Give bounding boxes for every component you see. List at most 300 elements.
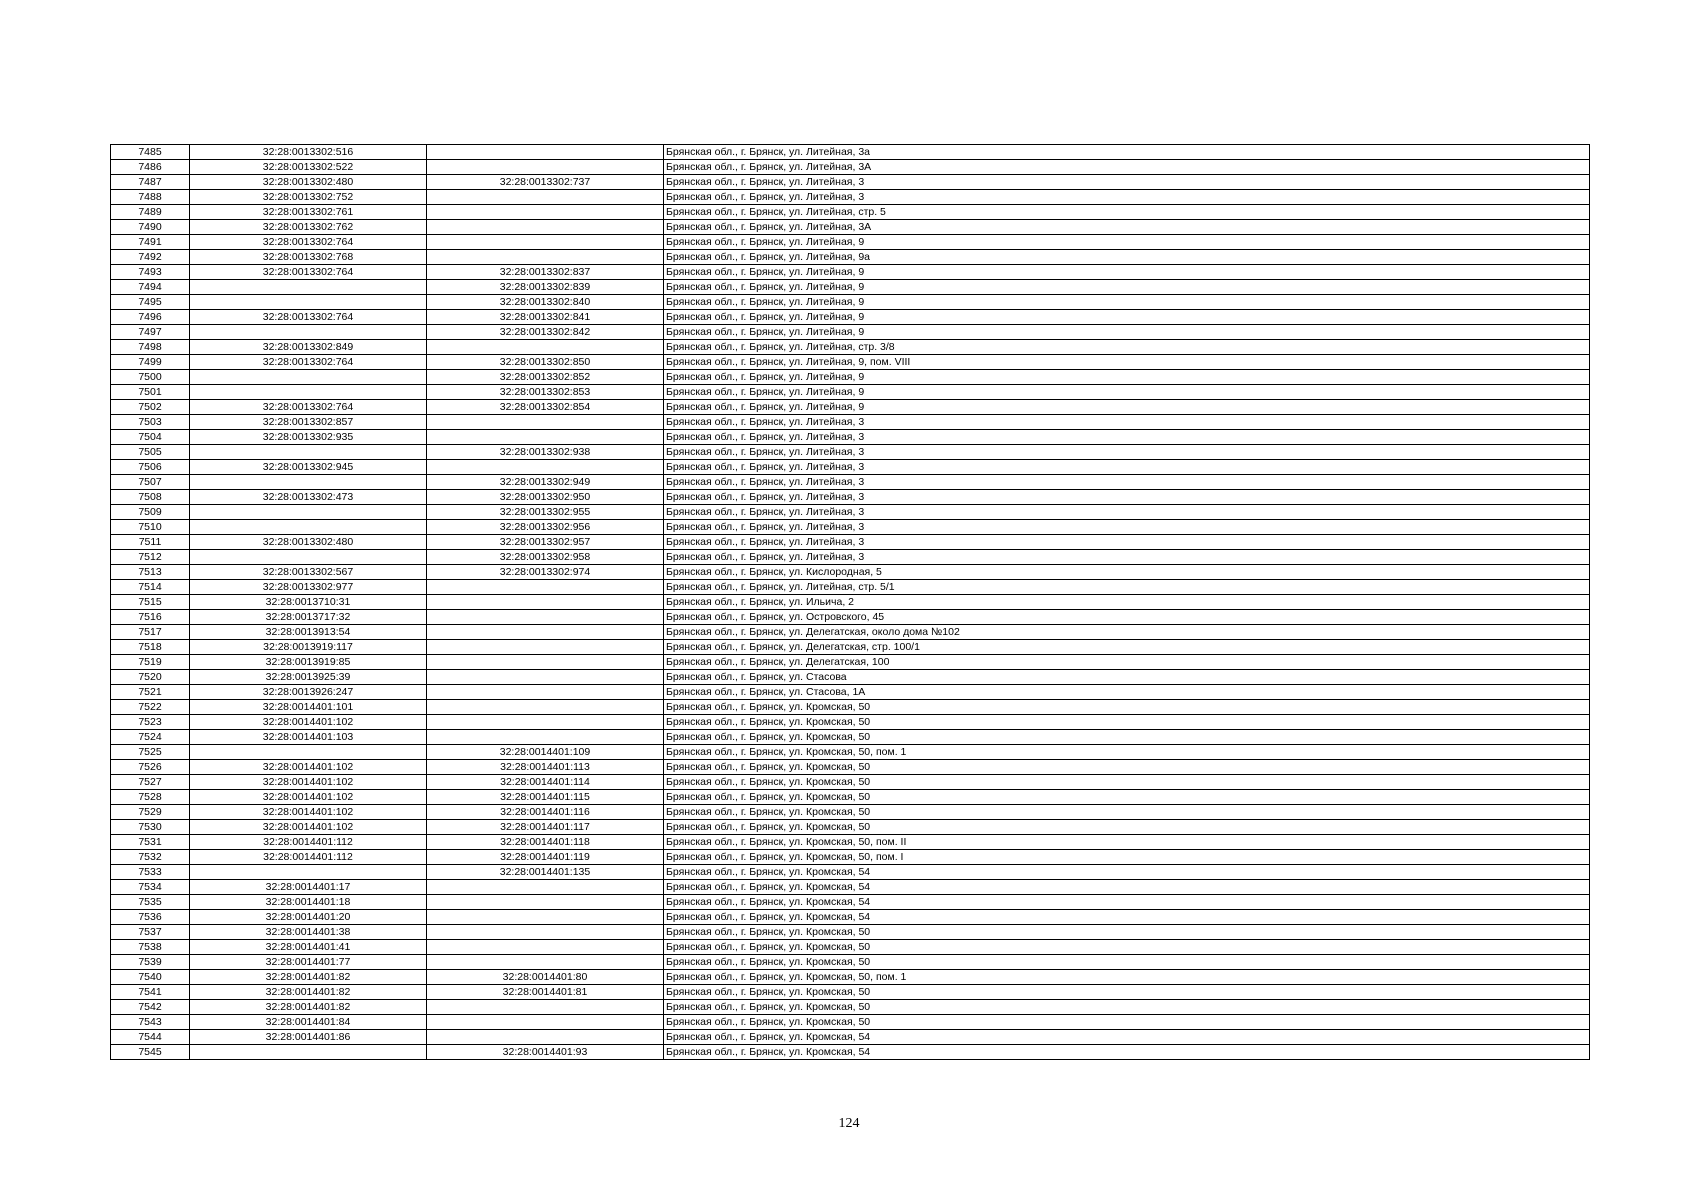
row-number-cell: 7517 (111, 625, 190, 640)
table-row (111, 1000, 1590, 1015)
object-cadastral-number-cell: 32:28:0013302:854 (427, 400, 664, 415)
object-cadastral-number-cell (427, 610, 664, 625)
object-cadastral-number-cell (427, 955, 664, 970)
address-cell: Брянская обл., г. Брянск, ул. Литейная, 3 (664, 490, 1590, 505)
address-cell: Брянская обл., г. Брянск, ул. Кромская, 50, пом. 1 (664, 745, 1590, 760)
address-cell: Брянская обл., г. Брянск, ул. Стасова, 1А (664, 685, 1590, 700)
land-cadastral-number-cell: 32:28:0014401:20 (190, 910, 427, 925)
land-cadastral-number-cell: 32:28:0014401:102 (190, 820, 427, 835)
row-number-cell: 7520 (111, 670, 190, 685)
row-number-cell: 7485 (111, 145, 190, 160)
address-cell: Брянская обл., г. Брянск, ул. Кромская, 54 (664, 1030, 1590, 1045)
table-row (111, 955, 1590, 970)
row-number-cell: 7535 (111, 895, 190, 910)
page-number: 124 (838, 1116, 860, 1131)
table-row (111, 610, 1590, 625)
address-cell: Брянская обл., г. Брянск, ул. Кромская, 50 (664, 790, 1590, 805)
object-cadastral-number-cell: 32:28:0013302:842 (427, 325, 664, 340)
address-cell: Брянская обл., г. Брянск, ул. Литейная, стр. 5/1 (664, 580, 1590, 595)
table-row (111, 325, 1590, 340)
table-row (111, 220, 1590, 235)
table-row (111, 880, 1590, 895)
address-cell: Брянская обл., г. Брянск, ул. Литейная, 3 (664, 475, 1590, 490)
address-cell: Брянская обл., г. Брянск, ул. Кромская, 50 (664, 1015, 1590, 1030)
table-row (111, 715, 1590, 730)
table-row (111, 175, 1590, 190)
table-row (111, 385, 1590, 400)
land-cadastral-number-cell (190, 865, 427, 880)
object-cadastral-number-cell: 32:28:0014401:135 (427, 865, 664, 880)
object-cadastral-number-cell (427, 1000, 664, 1015)
table-row (111, 160, 1590, 175)
address-cell: Брянская обл., г. Брянск, ул. Островского, 45 (664, 610, 1590, 625)
land-cadastral-number-cell (190, 325, 427, 340)
address-cell: Брянская обл., г. Брянск, ул. Литейная, 3 (664, 190, 1590, 205)
address-cell: Брянская обл., г. Брянск, ул. Литейная, 3 (664, 460, 1590, 475)
land-cadastral-number-cell: 32:28:0014401:102 (190, 805, 427, 820)
land-cadastral-number-cell: 32:28:0013302:752 (190, 190, 427, 205)
object-cadastral-number-cell: 32:28:0013302:737 (427, 175, 664, 190)
row-number-cell: 7489 (111, 205, 190, 220)
land-cadastral-number-cell: 32:28:0014401:17 (190, 880, 427, 895)
land-cadastral-number-cell: 32:28:0013926:247 (190, 685, 427, 700)
row-number-cell: 7530 (111, 820, 190, 835)
address-cell: Брянская обл., г. Брянск, ул. Кромская, 54 (664, 865, 1590, 880)
land-cadastral-number-cell (190, 550, 427, 565)
object-cadastral-number-cell (427, 940, 664, 955)
address-cell: Брянская обл., г. Брянск, ул. Делегатская, 100 (664, 655, 1590, 670)
table-row (111, 655, 1590, 670)
address-cell: Брянская обл., г. Брянск, ул. Литейная, 3 (664, 430, 1590, 445)
row-number-cell: 7527 (111, 775, 190, 790)
address-cell: Брянская обл., г. Брянск, ул. Кромская, 54 (664, 880, 1590, 895)
object-cadastral-number-cell: 32:28:0013302:853 (427, 385, 664, 400)
address-cell: Брянская обл., г. Брянск, ул. Литейная, 9 (664, 370, 1590, 385)
land-cadastral-number-cell: 32:28:0013302:764 (190, 235, 427, 250)
land-cadastral-number-cell: 32:28:0014401:112 (190, 835, 427, 850)
row-number-cell: 7537 (111, 925, 190, 940)
object-cadastral-number-cell: 32:28:0013302:950 (427, 490, 664, 505)
address-cell: Брянская обл., г. Брянск, ул. Литейная, стр. 3/8 (664, 340, 1590, 355)
object-cadastral-number-cell: 32:28:0014401:118 (427, 835, 664, 850)
land-cadastral-number-cell: 32:28:0014401:102 (190, 760, 427, 775)
object-cadastral-number-cell (427, 235, 664, 250)
object-cadastral-number-cell: 32:28:0013302:949 (427, 475, 664, 490)
object-cadastral-number-cell (427, 730, 664, 745)
object-cadastral-number-cell (427, 205, 664, 220)
land-cadastral-number-cell: 32:28:0013302:977 (190, 580, 427, 595)
address-cell: Брянская обл., г. Брянск, ул. Литейная, 3а (664, 145, 1590, 160)
address-cell: Брянская обл., г. Брянск, ул. Кромская, 54 (664, 895, 1590, 910)
object-cadastral-number-cell (427, 595, 664, 610)
land-cadastral-number-cell: 32:28:0013302:857 (190, 415, 427, 430)
table-row (111, 970, 1590, 985)
land-cadastral-number-cell: 32:28:0013302:935 (190, 430, 427, 445)
address-cell: Брянская обл., г. Брянск, ул. Кромская, 50 (664, 1000, 1590, 1015)
land-cadastral-number-cell: 32:28:0014401:103 (190, 730, 427, 745)
land-cadastral-number-cell: 32:28:0014401:82 (190, 1000, 427, 1015)
address-cell: Брянская обл., г. Брянск, ул. Литейная, 3 (664, 175, 1590, 190)
address-cell: Брянская обл., г. Брянск, ул. Литейная, 9 (664, 385, 1590, 400)
address-cell: Брянская обл., г. Брянск, ул. Литейная, 9 (664, 310, 1590, 325)
address-cell: Брянская обл., г. Брянск, ул. Литейная, 3 (664, 505, 1590, 520)
object-cadastral-number-cell: 32:28:0014401:115 (427, 790, 664, 805)
land-cadastral-number-cell (190, 295, 427, 310)
registry-table-body (111, 145, 1590, 1060)
object-cadastral-number-cell: 32:28:0013302:837 (427, 265, 664, 280)
table-row (111, 445, 1590, 460)
row-number-cell: 7488 (111, 190, 190, 205)
land-cadastral-number-cell: 32:28:0013302:761 (190, 205, 427, 220)
table-row (111, 985, 1590, 1000)
address-cell: Брянская обл., г. Брянск, ул. Литейная, стр. 5 (664, 205, 1590, 220)
object-cadastral-number-cell (427, 625, 664, 640)
row-number-cell: 7533 (111, 865, 190, 880)
address-cell: Брянская обл., г. Брянск, ул. Кромская, 50 (664, 820, 1590, 835)
address-cell: Брянская обл., г. Брянск, ул. Литейная, 3А (664, 220, 1590, 235)
address-cell: Брянская обл., г. Брянск, ул. Кромская, 50, пом. 1 (664, 970, 1590, 985)
object-cadastral-number-cell: 32:28:0013302:841 (427, 310, 664, 325)
object-cadastral-number-cell (427, 895, 664, 910)
land-cadastral-number-cell: 32:28:0013302:480 (190, 175, 427, 190)
row-number-cell: 7519 (111, 655, 190, 670)
land-cadastral-number-cell: 32:28:0013302:849 (190, 340, 427, 355)
address-cell: Брянская обл., г. Брянск, ул. Литейная, 3 (664, 550, 1590, 565)
object-cadastral-number-cell (427, 145, 664, 160)
address-cell: Брянская обл., г. Брянск, ул. Кромская, 50 (664, 985, 1590, 1000)
table-row (111, 430, 1590, 445)
table-row (111, 1045, 1590, 1060)
row-number-cell: 7490 (111, 220, 190, 235)
row-number-cell: 7508 (111, 490, 190, 505)
row-number-cell: 7497 (111, 325, 190, 340)
row-number-cell: 7491 (111, 235, 190, 250)
land-cadastral-number-cell (190, 475, 427, 490)
table-row (111, 550, 1590, 565)
table-row (111, 235, 1590, 250)
table-row (111, 775, 1590, 790)
object-cadastral-number-cell (427, 670, 664, 685)
table-row (111, 925, 1590, 940)
object-cadastral-number-cell (427, 220, 664, 235)
object-cadastral-number-cell: 32:28:0014401:119 (427, 850, 664, 865)
table-row (111, 355, 1590, 370)
row-number-cell: 7486 (111, 160, 190, 175)
object-cadastral-number-cell (427, 700, 664, 715)
address-cell: Брянская обл., г. Брянск, ул. Кромская, 50 (664, 955, 1590, 970)
table-row (111, 865, 1590, 880)
row-number-cell: 7498 (111, 340, 190, 355)
table-row (111, 505, 1590, 520)
address-cell: Брянская обл., г. Брянск, ул. Литейная, 9 (664, 295, 1590, 310)
land-cadastral-number-cell: 32:28:0013302:764 (190, 400, 427, 415)
row-number-cell: 7528 (111, 790, 190, 805)
land-cadastral-number-cell: 32:28:0013717:32 (190, 610, 427, 625)
land-cadastral-number-cell: 32:28:0014401:102 (190, 715, 427, 730)
address-cell: Брянская обл., г. Брянск, ул. Литейная, 9 (664, 235, 1590, 250)
table-row (111, 640, 1590, 655)
row-number-cell: 7518 (111, 640, 190, 655)
table-row (111, 790, 1590, 805)
table-row (111, 280, 1590, 295)
table-row (111, 940, 1590, 955)
address-cell: Брянская обл., г. Брянск, ул. Кромская, 50 (664, 715, 1590, 730)
address-cell: Брянская обл., г. Брянск, ул. Стасова (664, 670, 1590, 685)
table-row (111, 595, 1590, 610)
land-cadastral-number-cell: 32:28:0014401:41 (190, 940, 427, 955)
address-cell: Брянская обл., г. Брянск, ул. Литейная, 9 (664, 280, 1590, 295)
land-cadastral-number-cell (190, 385, 427, 400)
object-cadastral-number-cell (427, 190, 664, 205)
object-cadastral-number-cell: 32:28:0014401:80 (427, 970, 664, 985)
table-row (111, 370, 1590, 385)
land-cadastral-number-cell: 32:28:0014401:102 (190, 790, 427, 805)
row-number-cell: 7504 (111, 430, 190, 445)
table-row (111, 295, 1590, 310)
address-cell: Брянская обл., г. Брянск, ул. Ильича, 2 (664, 595, 1590, 610)
object-cadastral-number-cell: 32:28:0014401:81 (427, 985, 664, 1000)
address-cell: Брянская обл., г. Брянск, ул. Кромская, 50 (664, 730, 1590, 745)
table-row (111, 805, 1590, 820)
land-cadastral-number-cell (190, 280, 427, 295)
row-number-cell: 7538 (111, 940, 190, 955)
row-number-cell: 7526 (111, 760, 190, 775)
row-number-cell: 7492 (111, 250, 190, 265)
land-cadastral-number-cell: 32:28:0013913:54 (190, 625, 427, 640)
row-number-cell: 7487 (111, 175, 190, 190)
object-cadastral-number-cell (427, 160, 664, 175)
row-number-cell: 7525 (111, 745, 190, 760)
land-cadastral-number-cell (190, 370, 427, 385)
table-row (111, 520, 1590, 535)
row-number-cell: 7514 (111, 580, 190, 595)
row-number-cell: 7510 (111, 520, 190, 535)
table-row (111, 700, 1590, 715)
land-cadastral-number-cell (190, 745, 427, 760)
address-cell: Брянская обл., г. Брянск, ул. Кромская, 50 (664, 700, 1590, 715)
land-cadastral-number-cell: 32:28:0014401:82 (190, 970, 427, 985)
land-cadastral-number-cell (190, 505, 427, 520)
object-cadastral-number-cell: 32:28:0014401:113 (427, 760, 664, 775)
row-number-cell: 7522 (111, 700, 190, 715)
object-cadastral-number-cell: 32:28:0013302:958 (427, 550, 664, 565)
table-row (111, 760, 1590, 775)
land-cadastral-number-cell: 32:28:0014401:18 (190, 895, 427, 910)
row-number-cell: 7539 (111, 955, 190, 970)
row-number-cell: 7524 (111, 730, 190, 745)
row-number-cell: 7534 (111, 880, 190, 895)
table-row (111, 730, 1590, 745)
object-cadastral-number-cell: 32:28:0014401:117 (427, 820, 664, 835)
land-cadastral-number-cell: 32:28:0013302:480 (190, 535, 427, 550)
object-cadastral-number-cell (427, 655, 664, 670)
land-cadastral-number-cell (190, 520, 427, 535)
table-row (111, 565, 1590, 580)
address-cell: Брянская обл., г. Брянск, ул. Литейная, 3А (664, 160, 1590, 175)
object-cadastral-number-cell: 32:28:0013302:840 (427, 295, 664, 310)
row-number-cell: 7536 (111, 910, 190, 925)
table-row (111, 400, 1590, 415)
row-number-cell: 7494 (111, 280, 190, 295)
address-cell: Брянская обл., г. Брянск, ул. Литейная, 3 (664, 415, 1590, 430)
object-cadastral-number-cell (427, 460, 664, 475)
land-cadastral-number-cell: 32:28:0014401:38 (190, 925, 427, 940)
address-cell: Брянская обл., г. Брянск, ул. Кромская, 50 (664, 805, 1590, 820)
land-cadastral-number-cell (190, 445, 427, 460)
land-cadastral-number-cell: 32:28:0014401:112 (190, 850, 427, 865)
address-cell: Брянская обл., г. Брянск, ул. Литейная, 9, пом. VIII (664, 355, 1590, 370)
land-cadastral-number-cell: 32:28:0014401:84 (190, 1015, 427, 1030)
table-row (111, 415, 1590, 430)
table-row (111, 250, 1590, 265)
row-number-cell: 7531 (111, 835, 190, 850)
row-number-cell: 7543 (111, 1015, 190, 1030)
row-number-cell: 7532 (111, 850, 190, 865)
row-number-cell: 7541 (111, 985, 190, 1000)
land-cadastral-number-cell: 32:28:0014401:102 (190, 775, 427, 790)
table-row (111, 835, 1590, 850)
land-cadastral-number-cell: 32:28:0013302:764 (190, 265, 427, 280)
object-cadastral-number-cell: 32:28:0013302:938 (427, 445, 664, 460)
table-row (111, 460, 1590, 475)
object-cadastral-number-cell (427, 430, 664, 445)
address-cell: Брянская обл., г. Брянск, ул. Литейная, 3 (664, 445, 1590, 460)
object-cadastral-number-cell (427, 415, 664, 430)
row-number-cell: 7502 (111, 400, 190, 415)
row-number-cell: 7503 (111, 415, 190, 430)
address-cell: Брянская обл., г. Брянск, ул. Кромская, 50, пом. I (664, 850, 1590, 865)
land-cadastral-number-cell: 32:28:0014401:77 (190, 955, 427, 970)
address-cell: Брянская обл., г. Брянск, ул. Кромская, 50 (664, 940, 1590, 955)
table-row (111, 1030, 1590, 1045)
table-row (111, 145, 1590, 160)
row-number-cell: 7512 (111, 550, 190, 565)
land-cadastral-number-cell: 32:28:0013302:762 (190, 220, 427, 235)
object-cadastral-number-cell: 32:28:0013302:956 (427, 520, 664, 535)
row-number-cell: 7501 (111, 385, 190, 400)
object-cadastral-number-cell (427, 880, 664, 895)
table-row (111, 205, 1590, 220)
table-row (111, 490, 1590, 505)
address-cell: Брянская обл., г. Брянск, ул. Делегатская, стр. 100/1 (664, 640, 1590, 655)
table-row (111, 910, 1590, 925)
table-row (111, 820, 1590, 835)
table-row (111, 1015, 1590, 1030)
table-row (111, 685, 1590, 700)
address-cell: Брянская обл., г. Брянск, ул. Кромская, 54 (664, 1045, 1590, 1060)
address-cell: Брянская обл., г. Брянск, ул. Литейная, 9 (664, 400, 1590, 415)
land-cadastral-number-cell: 32:28:0013302:764 (190, 310, 427, 325)
row-number-cell: 7516 (111, 610, 190, 625)
object-cadastral-number-cell (427, 250, 664, 265)
object-cadastral-number-cell (427, 580, 664, 595)
table-row (111, 265, 1590, 280)
land-cadastral-number-cell: 32:28:0013302:473 (190, 490, 427, 505)
row-number-cell: 7500 (111, 370, 190, 385)
table-row (111, 670, 1590, 685)
row-number-cell: 7521 (111, 685, 190, 700)
object-cadastral-number-cell (427, 340, 664, 355)
land-cadastral-number-cell: 32:28:0013302:945 (190, 460, 427, 475)
row-number-cell: 7511 (111, 535, 190, 550)
land-cadastral-number-cell: 32:28:0013710:31 (190, 595, 427, 610)
object-cadastral-number-cell (427, 910, 664, 925)
object-cadastral-number-cell (427, 925, 664, 940)
object-cadastral-number-cell (427, 1030, 664, 1045)
object-cadastral-number-cell: 32:28:0013302:957 (427, 535, 664, 550)
land-cadastral-number-cell: 32:28:0013302:522 (190, 160, 427, 175)
row-number-cell: 7542 (111, 1000, 190, 1015)
row-number-cell: 7493 (111, 265, 190, 280)
land-cadastral-number-cell: 32:28:0014401:82 (190, 985, 427, 1000)
address-cell: Брянская обл., г. Брянск, ул. Кромская, 50 (664, 775, 1590, 790)
row-number-cell: 7545 (111, 1045, 190, 1060)
table-row (111, 475, 1590, 490)
object-cadastral-number-cell (427, 1015, 664, 1030)
table-row (111, 340, 1590, 355)
land-cadastral-number-cell: 32:28:0013302:516 (190, 145, 427, 160)
row-number-cell: 7507 (111, 475, 190, 490)
address-cell: Брянская обл., г. Брянск, ул. Кромская, 54 (664, 910, 1590, 925)
address-cell: Брянская обл., г. Брянск, ул. Литейная, 9а (664, 250, 1590, 265)
table-row (111, 895, 1590, 910)
object-cadastral-number-cell: 32:28:0013302:974 (427, 565, 664, 580)
address-cell: Брянская обл., г. Брянск, ул. Кромская, 50 (664, 760, 1590, 775)
land-cadastral-number-cell: 32:28:0014401:101 (190, 700, 427, 715)
row-number-cell: 7509 (111, 505, 190, 520)
object-cadastral-number-cell (427, 640, 664, 655)
table-row (111, 850, 1590, 865)
land-cadastral-number-cell: 32:28:0013919:117 (190, 640, 427, 655)
address-cell: Брянская обл., г. Брянск, ул. Кромская, 50 (664, 925, 1590, 940)
row-number-cell: 7505 (111, 445, 190, 460)
land-cadastral-number-cell: 32:28:0013302:764 (190, 355, 427, 370)
row-number-cell: 7495 (111, 295, 190, 310)
land-cadastral-number-cell (190, 1045, 427, 1060)
address-cell: Брянская обл., г. Брянск, ул. Литейная, 9 (664, 325, 1590, 340)
object-cadastral-number-cell: 32:28:0014401:114 (427, 775, 664, 790)
object-cadastral-number-cell: 32:28:0014401:116 (427, 805, 664, 820)
table-row (111, 535, 1590, 550)
land-cadastral-number-cell: 32:28:0013925:39 (190, 670, 427, 685)
object-cadastral-number-cell: 32:28:0014401:93 (427, 1045, 664, 1060)
address-cell: Брянская обл., г. Брянск, ул. Кислородная, 5 (664, 565, 1590, 580)
table-row (111, 745, 1590, 760)
row-number-cell: 7496 (111, 310, 190, 325)
row-number-cell: 7529 (111, 805, 190, 820)
registry-table (110, 144, 1590, 1060)
object-cadastral-number-cell: 32:28:0013302:955 (427, 505, 664, 520)
object-cadastral-number-cell: 32:28:0013302:852 (427, 370, 664, 385)
table-row (111, 625, 1590, 640)
address-cell: Брянская обл., г. Брянск, ул. Кромская, 50, пом. II (664, 835, 1590, 850)
address-cell: Брянская обл., г. Брянск, ул. Литейная, 3 (664, 520, 1590, 535)
table-row (111, 310, 1590, 325)
address-cell: Брянская обл., г. Брянск, ул. Литейная, 9 (664, 265, 1590, 280)
land-cadastral-number-cell: 32:28:0013919:85 (190, 655, 427, 670)
land-cadastral-number-cell: 32:28:0013302:567 (190, 565, 427, 580)
object-cadastral-number-cell: 32:28:0013302:850 (427, 355, 664, 370)
object-cadastral-number-cell (427, 715, 664, 730)
table-row (111, 190, 1590, 205)
row-number-cell: 7523 (111, 715, 190, 730)
row-number-cell: 7499 (111, 355, 190, 370)
row-number-cell: 7544 (111, 1030, 190, 1045)
row-number-cell: 7515 (111, 595, 190, 610)
object-cadastral-number-cell (427, 685, 664, 700)
address-cell: Брянская обл., г. Брянск, ул. Делегатская, около дома №102 (664, 625, 1590, 640)
land-cadastral-number-cell: 32:28:0014401:86 (190, 1030, 427, 1045)
